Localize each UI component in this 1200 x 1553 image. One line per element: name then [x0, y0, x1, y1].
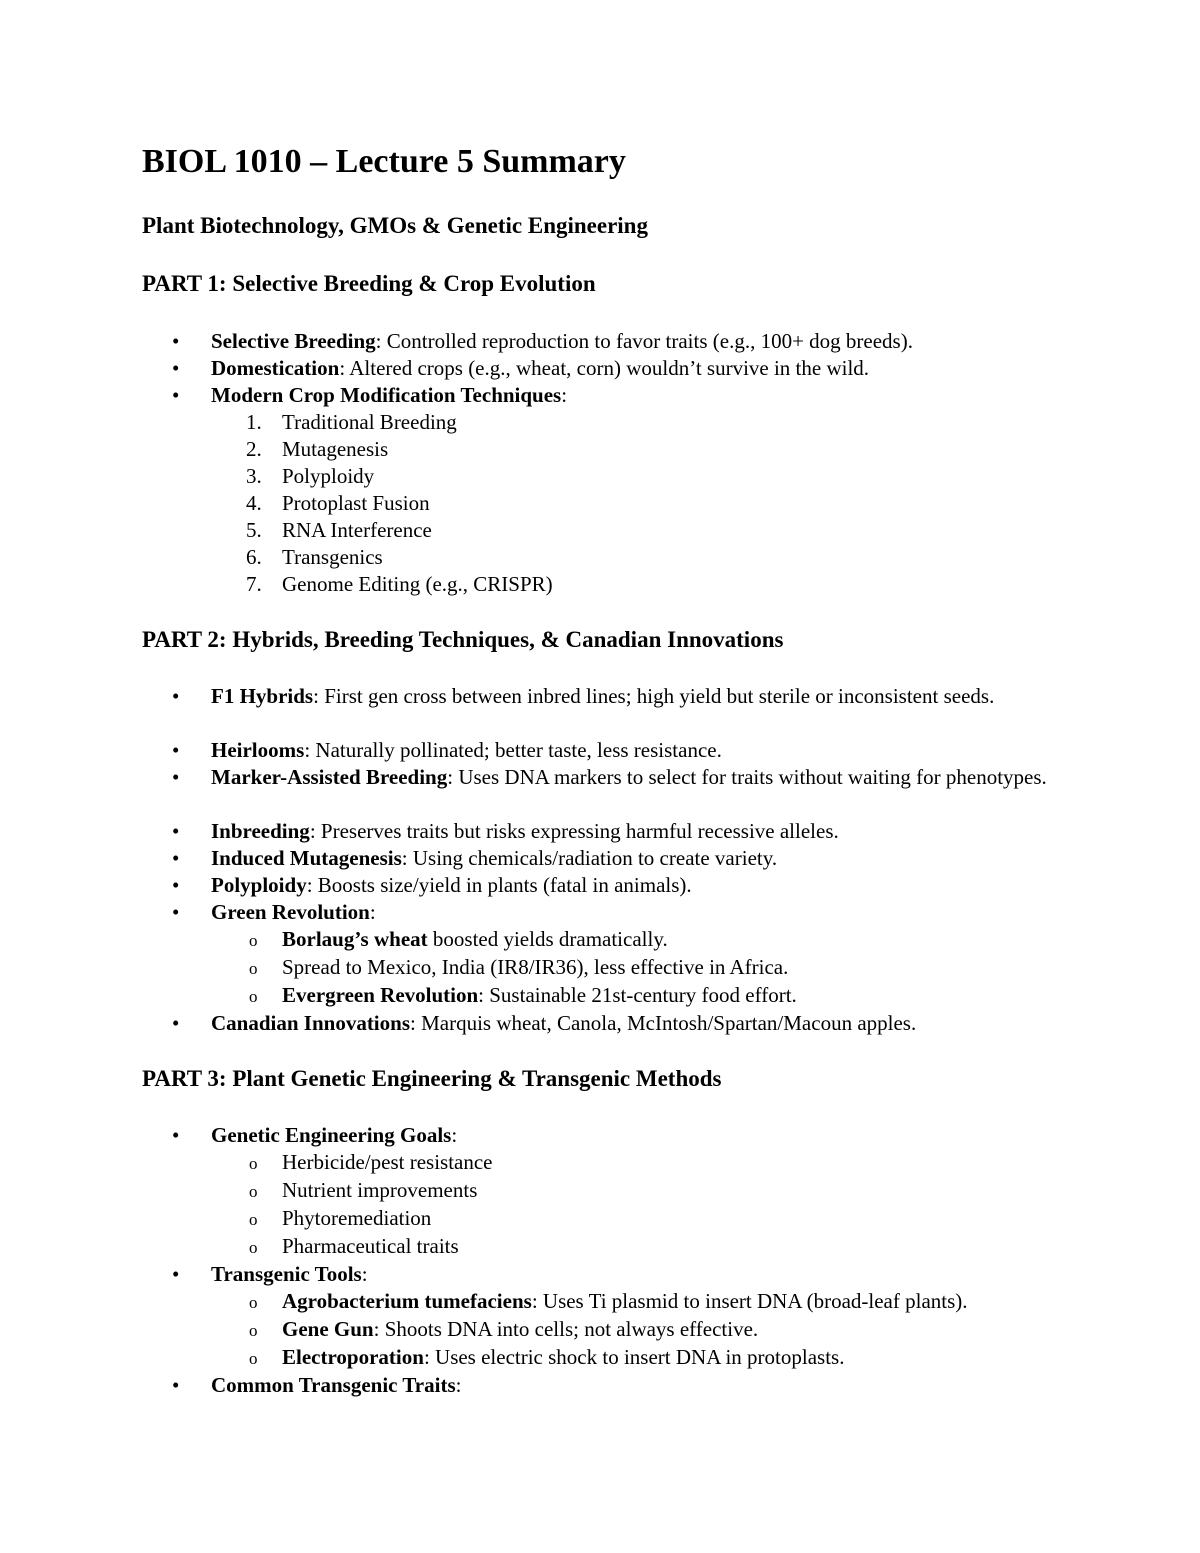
list-item	[0, 899, 1200, 926]
document-subtitle: Plant Biotechnology, GMOs & Genetic Engineering	[142, 213, 648, 238]
circle-bullet-icon: o	[249, 1238, 258, 1257]
numbered-item	[0, 517, 1200, 544]
circle-bullet-icon: o	[249, 1210, 258, 1229]
sub-list-item	[0, 1316, 1200, 1344]
sub-list-item	[0, 1288, 1200, 1316]
list-item	[0, 872, 1200, 899]
document-title: BIOL 1010 – Lecture 5 Summary	[142, 143, 626, 180]
sub-list-item	[0, 1205, 1200, 1233]
bullet-icon: •	[172, 356, 180, 380]
bullet-icon: •	[172, 819, 180, 843]
item-text: Herbicide/pest resistance	[282, 1150, 493, 1174]
bullet-icon: •	[172, 1011, 180, 1035]
technique-text: RNA Interference	[282, 518, 432, 542]
sub-list-item	[0, 926, 1200, 954]
list-item	[0, 382, 1200, 409]
sub-list-item	[0, 1233, 1200, 1261]
bullet-icon: •	[172, 383, 180, 407]
item-text: : Uses electric shock to insert DNA in protoplasts.	[423, 1345, 845, 1369]
circle-bullet-icon: o	[249, 1293, 258, 1312]
item-number: 3.	[246, 464, 262, 488]
item-label: Electroporation	[282, 1345, 424, 1369]
item-label: Common Transgenic Traits	[211, 1373, 456, 1397]
bullet-icon: •	[172, 765, 180, 789]
bullet-icon: •	[172, 1373, 180, 1397]
list-item	[0, 818, 1200, 845]
list-item	[0, 1372, 1200, 1399]
bullet-icon: •	[172, 900, 180, 924]
item-text: Phytoremediation	[282, 1206, 432, 1230]
sub-list-item	[0, 1177, 1200, 1205]
item-number: 1.	[246, 410, 262, 434]
item-label: Selective Breeding	[211, 329, 376, 353]
numbered-item	[0, 571, 1200, 598]
circle-bullet-icon: o	[249, 987, 258, 1006]
numbered-item	[0, 436, 1200, 463]
list-item	[0, 1122, 1200, 1149]
technique-text: Traditional Breeding	[282, 410, 457, 434]
bullet-icon: •	[172, 873, 180, 897]
list-item	[0, 1261, 1200, 1288]
circle-bullet-icon: o	[249, 959, 258, 978]
bullet-icon: •	[172, 684, 180, 708]
list-item	[0, 845, 1200, 872]
part1-heading: PART 1: Selective Breeding & Crop Evolution	[142, 271, 596, 296]
technique-text: Polyploidy	[282, 464, 375, 488]
technique-text: Protoplast Fusion	[282, 491, 430, 515]
item-text: : Uses Ti plasmid to insert DNA (broad-leaf plants).	[531, 1289, 968, 1313]
list-item	[0, 764, 1200, 818]
item-number: 4.	[246, 491, 262, 515]
item-text: : Naturally pollinated; better taste, less resistance.	[304, 738, 722, 762]
circle-bullet-icon: o	[249, 1321, 258, 1340]
part2-heading: PART 2: Hybrids, Breeding Techniques, & Canadian Innovations	[142, 627, 784, 652]
item-label: Induced Mutagenesis	[211, 846, 402, 870]
item-number: 6.	[246, 545, 262, 569]
item-label: Genetic Engineering Goals	[211, 1123, 452, 1147]
numbered-item	[0, 409, 1200, 436]
item-label: Marker-Assisted Breeding	[211, 765, 448, 789]
item-text: Nutrient improvements	[282, 1178, 478, 1202]
bullet-icon: •	[172, 1262, 180, 1286]
list-item	[0, 683, 1200, 737]
item-number: 2.	[246, 437, 262, 461]
item-text: : Marquis wheat, Canola, McIntosh/Spartan/Macoun apples.	[410, 1011, 917, 1035]
item-text: :	[361, 1262, 368, 1286]
item-text: : Controlled reproduction to favor traits (e.g., 100+ dog breeds).	[375, 329, 913, 353]
item-text: :	[369, 900, 376, 924]
numbered-item	[0, 544, 1200, 571]
item-text: : Sustainable 21st-century food effort.	[478, 983, 797, 1007]
sub-list-item	[0, 1149, 1200, 1177]
bullet-icon: •	[172, 1123, 180, 1147]
sub-list-item	[0, 954, 1200, 982]
item-text: Spread to Mexico, India (IR8/IR36), less effective in Africa.	[282, 955, 789, 979]
item-label: Transgenic Tools	[211, 1262, 362, 1286]
circle-bullet-icon: o	[249, 1182, 258, 1201]
circle-bullet-icon: o	[249, 1154, 258, 1173]
technique-text: Mutagenesis	[282, 437, 389, 461]
item-text: : First gen cross between inbred lines; high yield but sterile or inconsistent seeds.	[313, 684, 995, 708]
list-item	[0, 1010, 1200, 1037]
part3-heading: PART 3: Plant Genetic Engineering & Transgenic Methods	[142, 1066, 722, 1091]
item-label: Borlaug’s wheat	[282, 927, 428, 951]
list-item	[0, 737, 1200, 764]
circle-bullet-icon: o	[249, 1349, 258, 1368]
item-label: Green Revolution	[211, 900, 370, 924]
item-label: Inbreeding	[211, 819, 310, 843]
bullet-icon: •	[172, 738, 180, 762]
item-text: : Shoots DNA into cells; not always effective.	[373, 1317, 759, 1341]
item-text: : Preserves traits but risks expressing harmful recessive alleles.	[309, 819, 839, 843]
technique-text: Transgenics	[282, 545, 383, 569]
item-label: Modern Crop Modification Techniques	[211, 383, 562, 407]
list-item	[0, 328, 1200, 355]
item-label: Polyploidy	[211, 873, 307, 897]
item-text: :	[451, 1123, 458, 1147]
item-number: 7.	[246, 572, 262, 596]
item-text: : Uses DNA markers to select for traits without waiting for phenotypes.	[447, 765, 1047, 789]
item-label: Evergreen Revolution	[282, 983, 479, 1007]
sub-list-item	[0, 982, 1200, 1010]
item-label: Agrobacterium tumefaciens	[282, 1289, 532, 1313]
sub-list-item	[0, 1344, 1200, 1372]
item-label: F1 Hybrids	[211, 684, 314, 708]
item-text: :	[561, 383, 568, 407]
item-text: : Using chemicals/radiation to create variety.	[401, 846, 778, 870]
item-text: : Altered crops (e.g., wheat, corn) wouldn’t survive in the wild.	[339, 356, 870, 380]
item-label: Gene Gun	[282, 1317, 374, 1341]
item-text: : Boosts size/yield in plants (fatal in animals).	[306, 873, 692, 897]
numbered-item	[0, 490, 1200, 517]
item-label: Domestication	[211, 356, 340, 380]
bullet-icon: •	[172, 846, 180, 870]
item-text: boosted yields dramatically.	[427, 927, 668, 951]
item-label: Heirlooms	[211, 738, 305, 762]
item-number: 5.	[246, 518, 262, 542]
bullet-icon: •	[172, 329, 180, 353]
numbered-item	[0, 463, 1200, 490]
item-text: :	[455, 1373, 462, 1397]
circle-bullet-icon: o	[249, 931, 258, 950]
item-label: Canadian Innovations	[211, 1011, 410, 1035]
item-text: Pharmaceutical traits	[282, 1234, 459, 1258]
technique-text: Genome Editing (e.g., CRISPR)	[282, 572, 553, 596]
list-item	[0, 355, 1200, 382]
